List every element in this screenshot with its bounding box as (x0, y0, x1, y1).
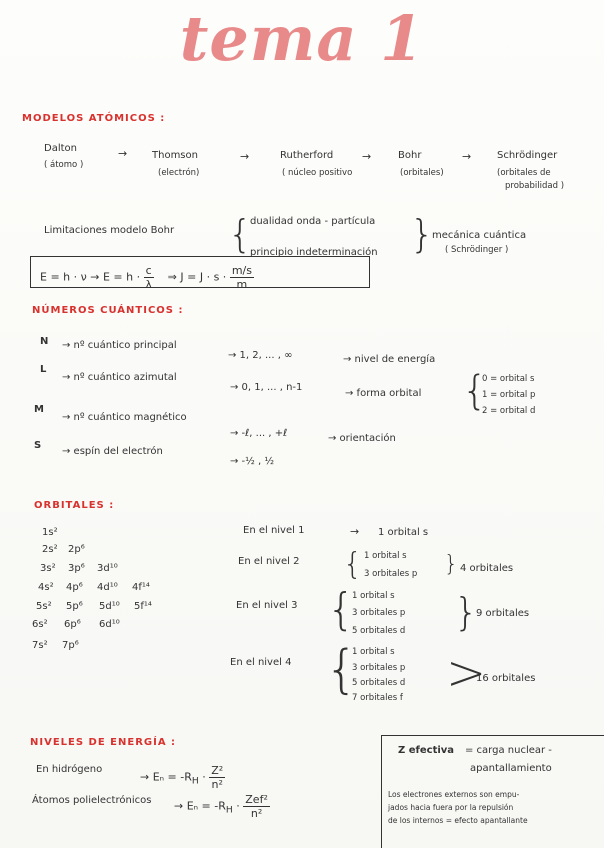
nivel-1-result: 1 orbital s (378, 527, 429, 538)
arrow-3: → (362, 150, 372, 163)
nivel-2-left-brace-icon: { (343, 547, 363, 582)
orbital-6d: 6d¹⁰ (99, 619, 120, 630)
nivel-1-arrow: → (350, 525, 360, 538)
nivel-4-left-brace-icon: { (325, 640, 359, 700)
hidrogeno-frac: $\frac{\text{Z²}}{\text{n²}}$ (211, 764, 224, 791)
z-efectiva-definition-2: apantallamiento (470, 763, 552, 774)
model-schrodinger-sub2: probabilidad ) (505, 181, 565, 191)
formula-units: ⇒ J = J · s · (167, 270, 227, 284)
model-thomson-sub: (electrón) (158, 168, 200, 178)
polielectronicos-formula: → $E_n = -R_H$ · $\frac{\text{Zef²}}{\text{n²}}$ (174, 793, 268, 820)
orbital-4d: 4d¹⁰ (97, 582, 118, 593)
orbital-5s: 5s² (36, 601, 52, 612)
limitacion-dualidad: dualidad onda - partícula (250, 216, 376, 227)
model-schrodinger-sub: (orbitales de (497, 168, 551, 178)
nivel-4-total: 16 orbitales (476, 673, 536, 684)
orbital-4p: 4p⁶ (66, 582, 83, 593)
orbital-5d: 5d¹⁰ (99, 601, 120, 612)
model-thomson: Thomson (152, 150, 198, 161)
nivel-2-total: 4 orbitales (460, 563, 514, 574)
orbital-3s: 3s² (40, 563, 56, 574)
orbital-3d: 3d¹⁰ (97, 563, 118, 574)
nivel-4-item-d: 5 orbitales d (352, 678, 406, 688)
orbital-5f: 5f¹⁴ (134, 601, 152, 612)
polielectronicos-frac: $\frac{\text{Zef²}}{\text{n²}}$ (245, 793, 268, 820)
nivel-4-item-s: 1 orbital s (352, 647, 395, 657)
nivel-3-label: En el nivel 3 (236, 600, 298, 611)
quantum-n-range: → 1, 2, ... , ∞ (228, 350, 293, 361)
quantum-n-symbol: N (40, 336, 49, 347)
z-efectiva-note-1: Los electrones externos son empu- (388, 790, 520, 799)
mecanica-cuantica-sub: ( Schrödinger ) (445, 245, 509, 255)
orbital-6p: 6p⁶ (64, 619, 81, 630)
model-dalton: Dalton (44, 143, 77, 154)
nivel-3-item-s: 1 orbital s (352, 591, 395, 601)
quantum-n-meaning: → nivel de energía (343, 354, 436, 365)
z-efectiva-note-2: jados hacia fuera por la repulsión (388, 803, 514, 812)
nivel-3-item-d: 5 orbitales d (352, 626, 406, 636)
section-heading-niveles: NIVELES DE ENERGÍA : (30, 737, 177, 748)
nivel-3-item-p: 3 orbitales p (352, 608, 406, 618)
nivel-2-item-s: 1 orbital s (364, 551, 407, 561)
polielectronicos-label: Átomos polielectrónicos (32, 795, 152, 806)
limitaciones-label: Limitaciones modelo Bohr (44, 225, 175, 236)
orbital-type-s: 0 = orbital s (482, 374, 535, 384)
right-brace-icon: } (410, 212, 435, 256)
hidrogeno-label: En hidrógeno (36, 764, 103, 775)
mecanica-cuantica: mecánica cuántica (432, 230, 527, 241)
quantum-m-meaning: → orientación (328, 433, 396, 444)
quantum-s-symbol: S (34, 440, 42, 451)
arrow-4: → (462, 150, 472, 163)
orbital-5p: 5p⁶ (66, 601, 83, 612)
quantum-m-desc: → nº cuántico magnético (62, 412, 187, 423)
z-efectiva-label: Z efectiva (398, 745, 455, 756)
orbital-type-p: 1 = orbital p (482, 390, 536, 400)
model-dalton-sub: ( átomo ) (44, 160, 84, 170)
quantum-m-symbol: M (34, 404, 44, 415)
orbital-4f: 4f¹⁴ (132, 582, 150, 593)
nivel-4-label: En el nivel 4 (230, 657, 292, 668)
nivel-4-item-f: 7 orbitales f (352, 693, 403, 703)
nivel-3-total: 9 orbitales (476, 608, 530, 619)
section-heading-numeros: NÚMEROS CUÁNTICOS : (32, 305, 184, 316)
orbital-4s: 4s² (38, 582, 54, 593)
model-bohr-sub: (orbitales) (400, 168, 444, 178)
model-bohr: Bohr (398, 150, 422, 161)
arrow-2: → (240, 150, 250, 163)
hidrogeno-formula: → $E_n = -R_H$ · $\frac{\text{Z²}}{\text{n²}}$ (140, 764, 224, 791)
orbital-3p: 3p⁶ (68, 563, 85, 574)
orbital-1s: 1s² (42, 527, 58, 538)
section-heading-orbitales: ORBITALES : (34, 500, 115, 511)
left-brace-icon: { (228, 212, 253, 256)
nivel-4-item-p: 3 orbitales p (352, 663, 406, 673)
nivel-3-left-brace-icon: { (327, 584, 355, 635)
nivel-2-label: En el nivel 2 (238, 556, 300, 567)
nivel-4-right-brace-icon: > (446, 645, 487, 701)
arrow-1: → (118, 147, 128, 160)
section-heading-modelos: MODELOS ATÓMICOS : (22, 113, 166, 124)
orbital-7s: 7s² (32, 640, 48, 651)
orbital-type-d: 2 = orbital d (482, 406, 536, 416)
orbital-6s: 6s² (32, 619, 48, 630)
orbital-2s: 2s² (42, 544, 58, 555)
quantum-m-range: → -ℓ, ... , +ℓ (230, 428, 288, 439)
z-efectiva-definition: = carga nuclear - (465, 745, 552, 756)
limitacion-indeterminacion: principio indeterminación (250, 247, 378, 258)
nivel-3-right-brace-icon: } (454, 590, 479, 634)
page-title: tema 1 (179, 2, 425, 75)
quantum-s-desc: → espín del electrón (62, 446, 163, 457)
quantum-l-desc: → nº cuántico azimutal (62, 372, 177, 383)
formula-frac-c-lambda: $\frac{c}{\lambda}$ (145, 264, 152, 291)
z-efectiva-note-3: de los internos = efecto apantallante (388, 816, 528, 825)
model-rutherford: Rutherford (280, 150, 334, 161)
formula-frac-units: $\frac{m/s}{m}$ (231, 264, 252, 291)
model-schrodinger: Schrödinger (497, 150, 558, 161)
quantum-l-meaning: → forma orbital (345, 388, 422, 399)
nivel-2-right-brace-icon: } (444, 552, 458, 577)
quantum-l-range: → 0, 1, ... , n-1 (230, 382, 303, 393)
formula-energy (40, 264, 254, 291)
orbital-7p: 7p⁶ (62, 640, 79, 651)
quantum-l-symbol: L (40, 364, 47, 375)
quantum-s-range: → -½ , ½ (230, 456, 275, 467)
forma-orbital-brace-icon: { (462, 368, 488, 414)
nivel-2-item-p: 3 orbitales p (364, 569, 418, 579)
quantum-n-desc: → nº cuántico principal (62, 340, 177, 351)
nivel-1-label: En el nivel 1 (243, 525, 305, 536)
model-rutherford-sub: ( núcleo positivo (282, 168, 353, 178)
orbital-2p: 2p⁶ (68, 544, 85, 555)
formula-left: E = h · ν → E = h · (40, 270, 141, 284)
